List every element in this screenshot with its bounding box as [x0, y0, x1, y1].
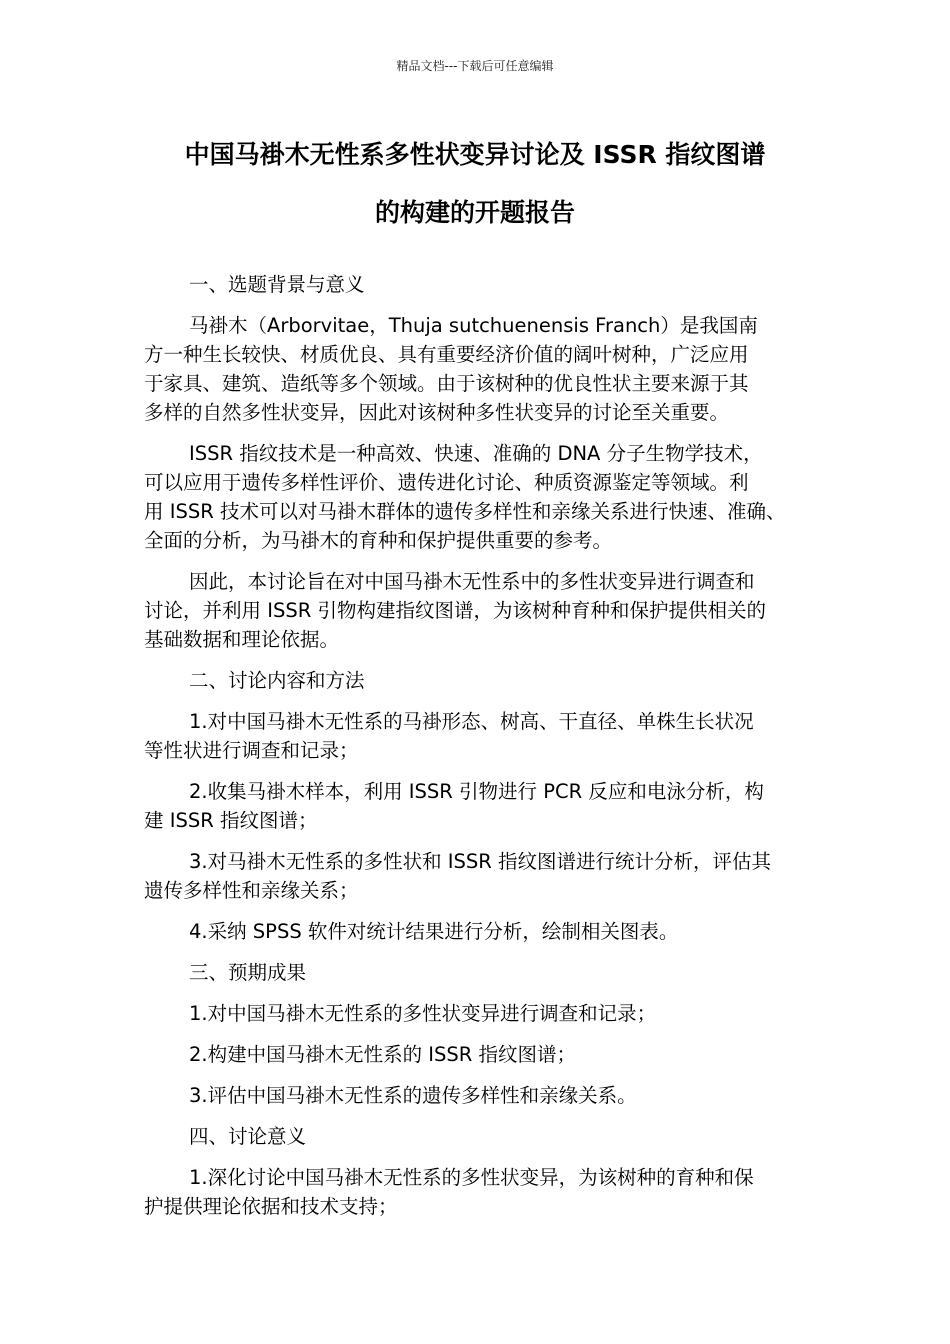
section-2-item-2: 2.收集马褂木样本，利用 ISSR 引物进行 PCR 反应和电泳分析，构 建 ISSR 指纹图谱； — [144, 780, 764, 832]
section-2-item-1: 1.对中国马褂木无性系的马褂形态、树高、干直径、单株生长状况 等性状进行调查和记录； — [144, 710, 754, 762]
section-1-paragraph-1: 马褂木（Arborvitae，Thuja sutchuenensis Franch）是我国南 方一种生长较快、材质优良、具有重要经济价值的阔叶树种，广泛应用 于家具、建筑、造纸等多个领域。由于该树种的优良性状主要来源于其 多样的自然多性状变异，因此对该树种多性状变异的讨论至关重要。 — [144, 314, 758, 424]
section-3-item-1: 1.对中国马褂木无性系的多性状变异进行调查和记录； — [189, 1002, 657, 1025]
document-title-line-1: 中国马褂木无性系多性状变异讨论及 ISSR 指纹图谱 — [184, 140, 766, 169]
section-1-paragraph-2: ISSR 指纹技术是一种高效、快速、准确的 DNA 分子生物学技术， 可以应用于遗传多样性评价、遗传进化讨论、种质资源鉴定等领域。利 用 ISSR 技术可以对马褂木群体的遗传多样性和亲缘关系进行快速、准确、 全面的分析，为马褂木的育种和保护提供重要的参考。 — [144, 442, 786, 552]
section-4-item-1: 1.深化讨论中国马褂木无性系的多性状变异，为该树种的育种和保 护提供理论依据和技术支持； — [144, 1166, 754, 1218]
section-1-heading: 一、选题背景与意义 — [189, 273, 365, 296]
section-2-item-4: 4.采纳 SPSS 软件对统计结果进行分析，绘制相关图表。 — [189, 920, 679, 943]
section-3-item-2: 2.构建中国马褂木无性系的 ISSR 指纹图谱； — [189, 1043, 577, 1066]
section-3-item-3: 3.评估中国马褂木无性系的遗传多样性和亲缘关系。 — [189, 1084, 637, 1107]
document-title-line-2: 的构建的开题报告 — [374, 198, 575, 227]
page-header-note: 精品文档---下载后可任意编辑 — [396, 59, 554, 73]
section-3-heading: 三、预期成果 — [189, 961, 307, 984]
section-2-item-3: 3.对马褂木无性系的多性状和 ISSR 指纹图谱进行统计分析，评估其 遗传多样性和亲缘关系； — [144, 850, 772, 902]
section-4-heading: 四、讨论意义 — [189, 1125, 307, 1148]
section-2-heading: 二、讨论内容和方法 — [189, 669, 365, 692]
document-body — [144, 270, 816, 1233]
section-1-paragraph-3: 因此，本讨论旨在对中国马褂木无性系中的多性状变异进行调查和 讨论，并利用 ISSR 引物构建指纹图谱，为该树种育种和保护提供相关的 基础数据和理论依据。 — [144, 570, 766, 651]
